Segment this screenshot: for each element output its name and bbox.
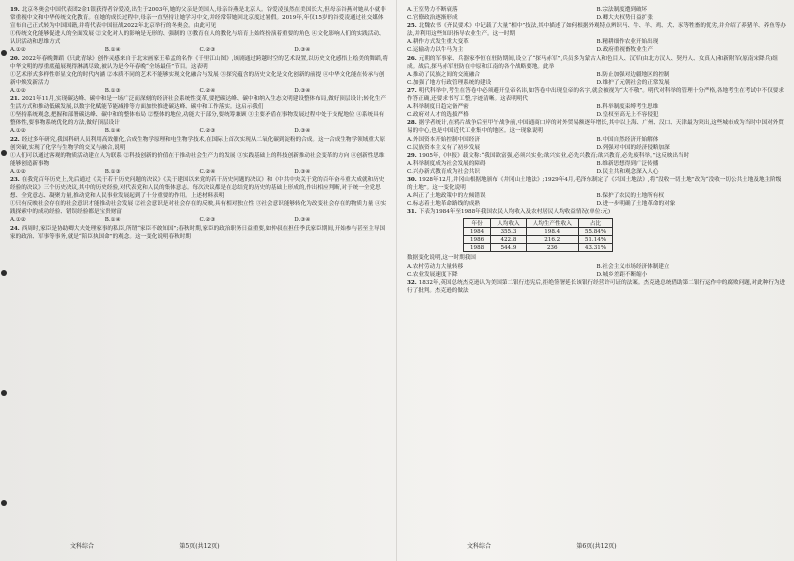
question-list (407, 6, 786, 216)
option-list (407, 192, 786, 208)
question-number: 27. (407, 87, 417, 94)
option-list (407, 263, 786, 279)
question-number: 24. (10, 225, 20, 232)
question-number: 26. (407, 55, 417, 62)
question-stem: 北京冬奥会中国代表团2金1银获得者谷爱凌,出生于2003年,她的父亲是美国人,母亲谷燕是北京人。谷爱凌虽然在美国长大,但母亲谷燕对她从小就非常重视中文和中华传统文化教育。在她的成长过程中,母亲一直坚持让她学习中文,并经常带她回北京度过暑假。2019年,年仅15岁的谷爱凌通过社交媒体宣布自己正式转为中国国籍,并将代表中国征战2022年北京举行的冬奥会。由此可见 (10, 7, 386, 30)
table-header-cell: 人均生产性收入 (526, 219, 578, 228)
option-item: A.①② (10, 217, 26, 224)
option-item: B.精耕细作农业开始出现 (596, 39, 659, 46)
question-stem: 北魏农书《齐民要术》中记载了大量“相中”技法,其中描述了如何根据外观特点辨识马、牛、羊、鸡、犬、豕等牲畜的优劣,并介绍了养猪羊、养鱼等办法,并利用这些知识指导农业生产。这一时期 (407, 23, 786, 38)
page-divider (396, 0, 397, 561)
question-list (10, 6, 389, 241)
question-item (10, 225, 389, 241)
table-header-cell: 年份 (464, 219, 491, 228)
option-list (407, 6, 786, 22)
option-list (10, 30, 389, 54)
option-item: B.中国自然经济开始解体 (596, 136, 659, 143)
option-item: C.政府对人才的选拔严格 (407, 112, 469, 119)
option-item: B.①④ (104, 217, 121, 224)
question-number: 30. (407, 176, 417, 183)
income-table (463, 218, 613, 252)
option-item: A.①② (10, 87, 26, 94)
option-item: D.皇权至高无上不容侵犯 (596, 112, 659, 119)
question-stem: 1928年12月,井冈山根据地颁布《井冈山土地法》;1929年4月,毛泽东制定了《兴国土地法》,将“没收一切土地”改为“没收一切公共土地及地主阶级的土地”。这一变化说明 (407, 176, 782, 192)
option-item: D.民主共和观念深入人心 (596, 168, 659, 175)
table-cell: 1988 (464, 244, 491, 252)
question-item (10, 176, 389, 225)
table-row (464, 228, 613, 236)
table-row (464, 244, 613, 252)
table-cell: 198.4 (526, 228, 578, 236)
page-footer (10, 541, 389, 550)
question-stem-line (407, 208, 786, 216)
option-item: A.科举制度成为社会发展的障碍 (407, 160, 486, 167)
option-item: C.②④ (199, 87, 216, 94)
option-item: B.宗法制度遭到破坏 (596, 7, 648, 13)
table-cell: 355.3 (491, 228, 526, 236)
option-item: C.加强了地方行政管理系统的建设 (407, 79, 492, 86)
option-item: D.维护了元朝社会的正常发展 (596, 79, 670, 86)
question-stem-line (10, 6, 389, 30)
binding-hole (1, 270, 7, 276)
option-item: ①艺术形式多样性彰显文化的时代内涵 ②本质不同的艺术不能够实现文化融合与发展 ③探究蕴含的历史文化是文化创新的前提 ④中华文化能在传承与创新中焕发新活力 (10, 71, 385, 86)
question-number: 21. (10, 96, 20, 103)
binding-hole (1, 500, 7, 506)
question-item (407, 152, 786, 176)
option-list (407, 38, 786, 54)
question-item (10, 6, 389, 55)
question-stem-line (10, 95, 389, 111)
table-cell: 1986 (464, 236, 491, 244)
question-number: 31. (407, 209, 417, 216)
option-item: A.纠正了土地政策中的左倾错误 (407, 193, 486, 200)
table-cell: 236 (526, 244, 578, 252)
option-item: D.政府重视畜牧业生产 (596, 47, 653, 54)
option-item: D.③④ (294, 87, 311, 94)
binding-hole (1, 390, 7, 396)
option-item: C.②③ (199, 47, 216, 54)
question-stem-line (407, 119, 786, 135)
question-item (407, 55, 786, 87)
footer-page-number: 第6页(共12页) (576, 543, 617, 550)
question-stem: 1832年,英国总统杰克逊认为美国第二银行违宪后,拒绝签署延长该银行经营许可证的法案。杰克逊总统借助第二银行运作中的腐败问题,对此种行为进行了批判。杰克逊的做法 (407, 279, 786, 294)
question-item (407, 6, 786, 22)
question-number: 25. (407, 23, 417, 30)
option-item: C.官僚政治逐渐形成 (407, 15, 458, 22)
footer-page-number: 第5页(共12页) (179, 543, 220, 550)
option-item: C.②④ (199, 168, 216, 175)
option-item: D.③④ (294, 217, 311, 224)
option-item: A.耕作方式发生重大变革 (407, 39, 469, 46)
table-row (464, 236, 613, 244)
table-conclusion (407, 254, 786, 294)
table-header-row (464, 219, 613, 228)
option-item: B.①④ (104, 128, 121, 135)
option-item: ①坚持系统观念,把握和部署碳达峰、碳中和的整体布局 ②整体的地位,功能大于部分,要统筹兼顾 ③主要矛盾在事物发展过程中处于支配地位 ④系统具有整体性,要事物系统优化的方法,做好顶层设计 (10, 112, 385, 127)
option-item: C.民族资本主义有了初步发展 (407, 144, 480, 151)
option-list (10, 152, 389, 176)
question-number: 23. (10, 176, 20, 183)
question-stem: 2022年春晚舞蹈《只此青绿》创作灵感来自于北宋画家王希孟的名作《千里江山图》,该剧通过跨越时空的艺术设置,以历史文化感悟上绘美的舞蹈,将中华文明的厚重底蕴展现得淋漓尽致,被认为是今年春晚“全场最佳”节目。这表明 (10, 55, 389, 70)
option-item: C.兴办新式教育成为社会共识 (407, 168, 480, 175)
question-number: 32. (407, 279, 417, 286)
question-number: 20. (10, 55, 20, 62)
question-stem: 下表为1984年至1988年我国农民人均收入及农村居民人均收益情况(单位:元) (418, 209, 611, 216)
option-item: D.③④ (294, 47, 311, 54)
option-item: D.③④ (294, 168, 311, 175)
option-item: C.标志着土地革命路线的成熟 (407, 201, 480, 208)
option-item: A.推动了民族之间的交流融合 (407, 71, 480, 78)
question-number: 28. (407, 120, 417, 127)
option-list (407, 103, 786, 119)
table-cell: 1984 (464, 228, 491, 236)
option-item: A.外国资本开始控制中国经济 (407, 136, 480, 143)
table-header-cell: 占比 (578, 219, 612, 228)
option-item: B.①③ (104, 168, 121, 175)
option-item: A.①② (10, 168, 26, 175)
question-stem: 经过多年研究,我国科研人员利用高效催化,合成生物学原理和电生物学技术,在国际上首次实现从二氧化碳到淀粉的合成。这一合成生物学领域重大原创突破,实现了化学与生物学的交叉与融合,说明 (10, 136, 386, 151)
question-stem-line (407, 87, 786, 103)
option-item: ①人们可以通过客观的物质活动建立人为联系 ②科技创新的价值在于推动社会生产力的发展 ③实践基础上的科技创新推动社会变革的方向 ④创新性思维能够创造新事物 (10, 152, 385, 167)
question-item (10, 136, 389, 176)
table-cell: 544.9 (491, 244, 526, 252)
option-item: B.社会主义市场经济体制建立 (596, 263, 670, 270)
question-item (10, 95, 389, 135)
table-cell: 43.31% (578, 244, 612, 252)
option-item: A.王室势力不断衰落 (407, 7, 458, 13)
option-item: B.①④ (104, 47, 121, 54)
exam-page-left (10, 6, 389, 555)
question-stem-line (407, 152, 786, 160)
footer-subject: 文科综合 (467, 543, 492, 550)
table-header-cell: 人均收入 (491, 219, 526, 228)
option-item: B.①③ (104, 87, 121, 94)
question-item (407, 22, 786, 54)
question-stem: 元朝的军事家、兵器家李恒在驻防期间,设立了“探马赤军”,兵员多为蒙古人和色目人、汉军(由北方汉人、契丹人、女真人)和新附军(原南宋降兵)组成。战后,探马赤军驻防在中原和江南的各个战略要地。此举 (407, 55, 778, 70)
question-item (10, 55, 389, 95)
binding-holes (1, 0, 9, 561)
question-stem: 据学者统计,在鸦片战争后至甲午战争前,中国通商口岸的对外贸易额逐年增长,其中以上海、广州、汉口、天津最为突出,这些城市成为当时中国对外贸易的中心,也是中国近代工业集中的地区。这一现象说明 (407, 120, 784, 135)
question-stem: 明代科举中,考生在答卷中必须避开皇帝名讳,如答卷中出现皇帝的名字,就会被视为“大不敬”。明代对科举的管理十分严格,各地考生在考试中不仅要求作答正确,还要求书写工整,字迹清晰。这表明明代 (407, 87, 784, 103)
question-stem: 1905年,《申报》载文称:“我国欲富强,必须兴实业;欲兴实业,必先兴教育;欲兴教育,必先废科举。”这反映出当时 (418, 152, 690, 159)
option-list (407, 160, 786, 176)
question-stem: 2021年11月,实现碳达峰、碳中和是一场广泛而深刻的经济社会系统性变革,要把碳达峰、碳中和纳入生态文明建设整体布局,做好顶层设计;转化生产生活方式和推动低碳发展,以数字化赋能节能减排等方面加快推进碳达峰、碳中和工作落实。这启示我们 (10, 96, 386, 111)
option-item: C.②③ (199, 128, 216, 135)
question-stem: 西周时,家臣是协助卿大夫处理家事的私臣,所谓“家臣不敢知国”;春秋时期,家臣的政治职务日益重要,如仲叔在担任季氏家臣期间,开始参与甚至主导国家的政治、军事等事务,就是“陪臣执国命”的观念。这一变化说明春秋时期 (10, 225, 386, 240)
table-cell: 51.14% (578, 236, 612, 244)
option-item: A.①② (10, 47, 26, 54)
option-item: ①传统文化能够促进人的全面发展 ②文化对人的影响是无形的、强制的 ③教育在人的教化与培育上始终扮演着重要的角色 ④文化影响人们的实践活动、认识活动和思维方式 (10, 31, 385, 46)
question-32 (407, 279, 786, 295)
question-stem-line (10, 176, 389, 200)
option-item: B.防止加强对边疆地区的控制 (596, 71, 670, 78)
option-list (10, 111, 389, 135)
table-cell: 55.84% (578, 228, 612, 236)
option-item: A.农村劳动力大量转移 (407, 263, 464, 270)
question-item (407, 176, 786, 208)
binding-hole (1, 150, 7, 156)
option-list (407, 136, 786, 152)
question-item (407, 119, 786, 151)
table-cell: 216.2 (526, 236, 578, 244)
option-item: D.③④ (294, 128, 311, 135)
question-stem-line (407, 55, 786, 71)
question-stem-line (10, 55, 389, 71)
option-item: D.列强对中国的经济侵略加深 (596, 144, 670, 151)
option-item: D.卿大夫权势日益扩张 (596, 15, 653, 22)
option-item: ①只有反映社会存在的社会意识才能推动社会发展 ②社会意识是对社会存在的反映,具有相对独立性 ③社会意识能够转化为改变社会存在的物质力量 ④实践探索中的成功经验、错误经验都是宝贵财富 (10, 201, 387, 216)
option-item: D.城乡差距不断缩小 (596, 271, 648, 278)
table-cell: 422.8 (491, 236, 526, 244)
question-number: 19. (10, 7, 20, 13)
question-number: 29. (407, 152, 417, 159)
question-stem-line (10, 225, 389, 241)
option-list (10, 71, 389, 95)
option-list (10, 200, 389, 224)
option-item: B.维新思想得到广泛传播 (596, 160, 659, 167)
question-stem-line (407, 22, 786, 38)
binding-hole (1, 50, 7, 56)
option-item: C.农业发展速度下降 (407, 271, 458, 278)
option-list (407, 71, 786, 87)
option-item: B.科举制度束缚考生思维 (596, 104, 659, 111)
option-item: A.科举制度日趋完备严密 (407, 104, 469, 111)
option-item: A.①② (10, 128, 26, 135)
option-item: B.保护了农民的土地所有权 (596, 193, 664, 200)
page-footer (407, 541, 786, 550)
question-stem-line (407, 176, 786, 192)
question-stem: 数据变化说明,这一时期我国 (407, 255, 476, 262)
question-stem: 在我党百年历史上,先后通过《关于若干历史问题的决议》《关于建国以来党的若干历史问题的决议》和《中共中央关于党的百年奋斗重大成就和历史经验的决议》三个历史决议,其中的历史经验,对代表党和人民的集体意志。每次决议都是在总结党的历史的基础上形成的,作出相应判断,对于统一全党思想、全党意志、凝聚力量,推动党和人民事业发展起到了十分重要的作用。上述材料表明 (10, 176, 385, 200)
question-item (407, 87, 786, 119)
option-item: C.运输动力以牛马为主 (407, 47, 464, 54)
option-item: D.进一步明确了土地革命的对象 (596, 201, 676, 208)
footer-subject: 文科综合 (70, 543, 95, 550)
option-item: C.②③ (199, 217, 216, 224)
question-stem-line (10, 136, 389, 152)
question-number: 22. (10, 136, 20, 143)
question-item (407, 208, 786, 216)
exam-page-right (407, 6, 786, 555)
